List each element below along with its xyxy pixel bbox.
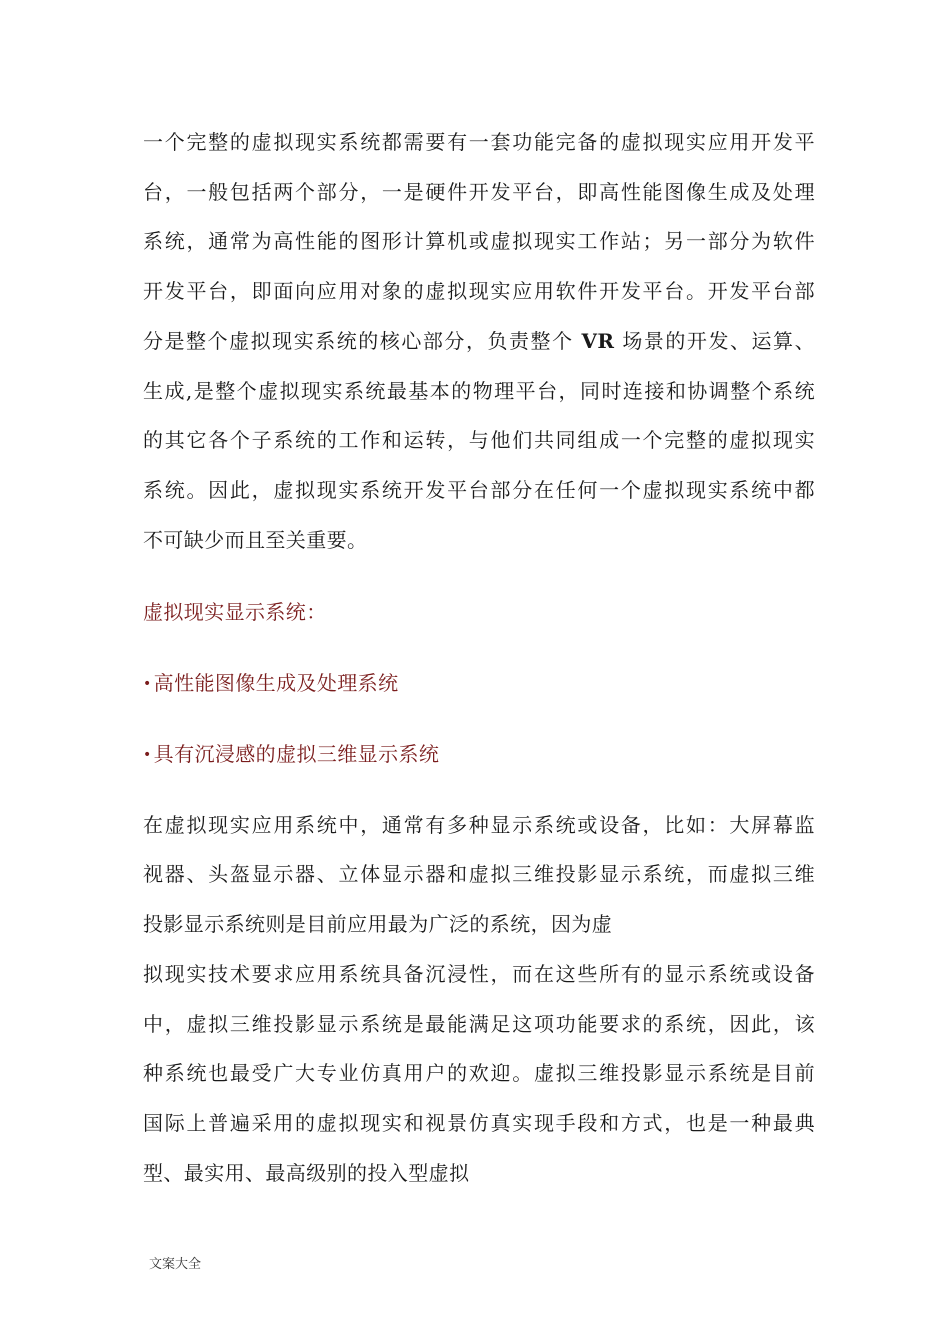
bullet-icon: • (143, 676, 152, 692)
paragraph-3-line-5: 型、最实用、最高级别的投入型虚拟 (143, 1161, 470, 1185)
bullet-item-1 (143, 671, 398, 696)
paragraph-1-line-4: 开发平台，即面向应用对象的虚拟现实应用软件开发平台。开发平台部 (143, 279, 815, 303)
paragraph-1-line-3: 系统，通常为高性能的图形计算机或虚拟现实工作站；另一部分为软件 (143, 229, 815, 253)
paragraph-3-line-4: 国际上普遍采用的虚拟现实和视景仿真实现手段和方式，也是一种最典 (143, 1111, 815, 1135)
paragraph-1-line-7: 的其它各个子系统的工作和运转，与他们共同组成一个完整的虚拟现实 (143, 428, 815, 452)
paragraph-3-line-1: 拟现实技术要求应用系统具备沉浸性，而在这些所有的显示系统或设备 (143, 962, 815, 986)
bullet-item-2-text: 具有沉浸感的虚拟三维显示系统 (153, 742, 440, 766)
vr-term: VR (581, 329, 615, 353)
bullet-item-2 (143, 742, 439, 767)
paragraph-1-line-5-tail: 场景的开发、运算、 (622, 329, 815, 353)
paragraph-1-line-8: 系统。因此，虚拟现实系统开发平台部分在任何一个虚拟现实系统中都 (143, 478, 815, 502)
paragraph-1-line-5-head: 分是整个虚拟现实系统的核心部分，负责整个 (143, 329, 574, 353)
bullet-icon: • (143, 747, 152, 763)
paragraph-1-line-9: 不可缺少而且至关重要。 (143, 528, 368, 552)
page-footer: 文案大全 (149, 1257, 202, 1272)
paragraph-1-line-1: 一个完整的虚拟现实系统都需要有一套功能完备的虚拟现实应用开发平 (143, 130, 815, 154)
paragraph-2-line-3: 投影显示系统则是目前应用最为广泛的系统，因为虚 (143, 912, 613, 936)
paragraph-1-line-6: 生成,是整个虚拟现实系统最基本的物理平台，同时连接和协调整个系统 (143, 379, 815, 403)
section-heading: 虚拟现实显示系统： (143, 600, 327, 624)
paragraph-1-line-2: 台，一般包括两个部分，一是硬件开发平台，即高性能图像生成及处理 (143, 180, 815, 204)
paragraph-3-line-2: 中，虚拟三维投影显示系统是最能满足这项功能要求的系统，因此，该 (143, 1012, 815, 1036)
paragraph-2-line-2: 视器、头盔显示器、立体显示器和虚拟三维投影显示系统，而虚拟三维 (143, 862, 815, 886)
paragraph-3-line-3: 种系统也最受广大专业仿真用户的欢迎。虚拟三维投影显示系统是目前 (143, 1061, 815, 1085)
paragraph-2-line-1: 在虚拟现实应用系统中，通常有多种显示系统或设备，比如：大屏幕监 (143, 813, 815, 837)
paragraph-1-line-5 (143, 329, 815, 353)
bullet-item-1-text: 高性能图像生成及处理系统 (153, 671, 399, 695)
